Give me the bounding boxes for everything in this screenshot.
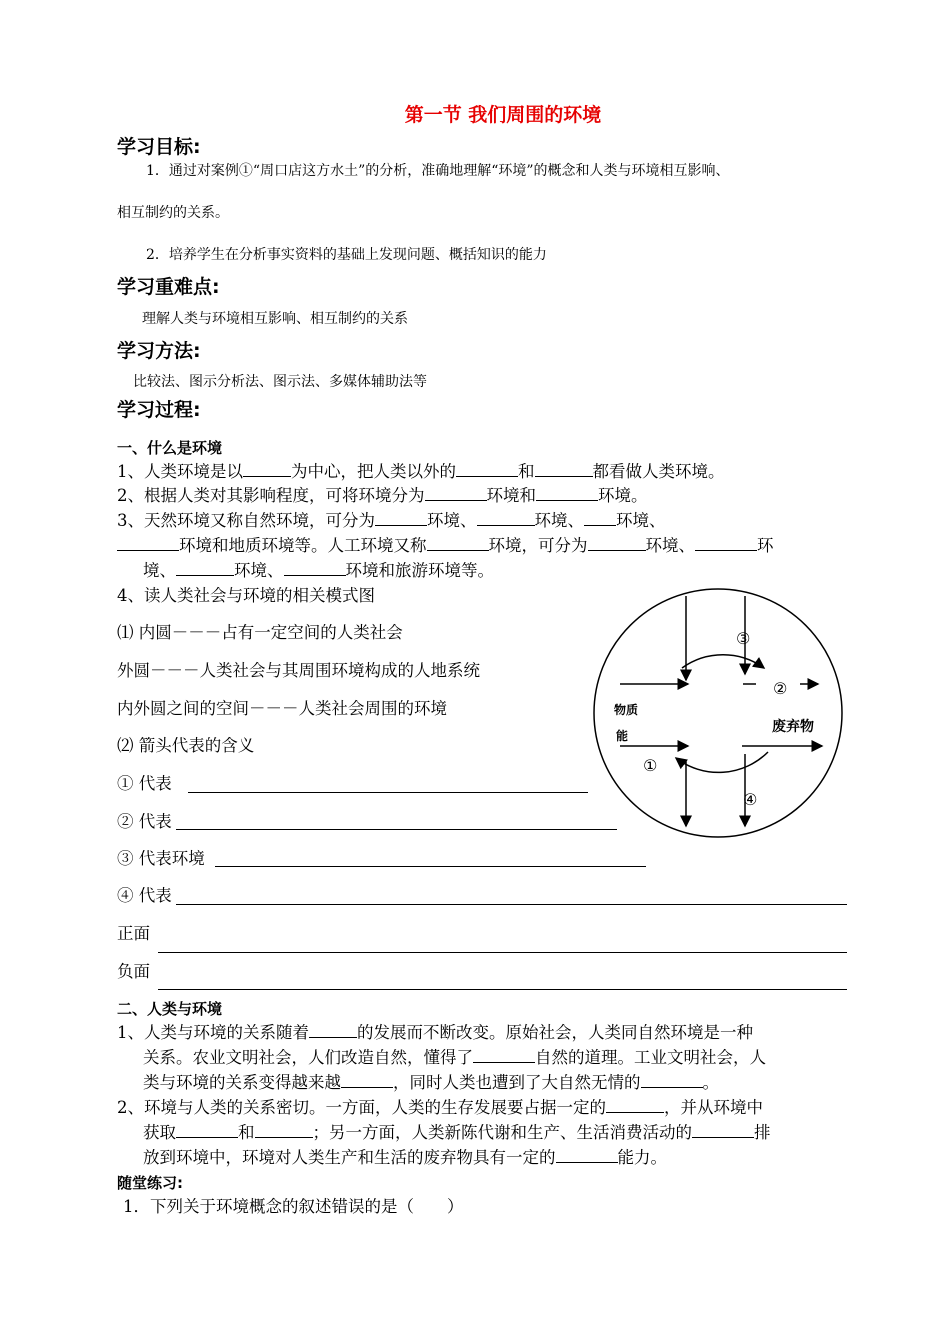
q3-blank-9[interactable]	[284, 559, 346, 576]
question-1	[117, 460, 725, 484]
q1-blank-1[interactable]	[243, 460, 291, 477]
q3-blank-4[interactable]	[117, 534, 179, 551]
q3-blank-2[interactable]	[477, 509, 535, 526]
objectives-heading: 学习目标:	[117, 136, 201, 158]
q3-blank-6[interactable]	[588, 534, 646, 551]
negative-label: 负面	[117, 962, 150, 981]
p1-text-6: ，同时人类也遭到了大自然无情的	[393, 1073, 641, 1092]
part2-p2-line-2	[143, 1121, 771, 1145]
part2-p1-line-2	[143, 1046, 766, 1070]
key-points-text: 理解人类与环境相互影响、相互制约的关系	[142, 311, 408, 327]
q1-text-3: 和	[518, 462, 535, 481]
p1-blank-2[interactable]	[473, 1046, 535, 1063]
q2-blank-1[interactable]	[425, 484, 487, 501]
p1-blank-1[interactable]	[309, 1021, 357, 1038]
arrow-4-label: ④ 代表	[117, 886, 172, 905]
p2-text-1: 2、环境与人类的关系密切。一方面，人类的生存发展要占据一定的	[117, 1098, 606, 1117]
desc-arrows: ⑵ 箭头代表的含义	[117, 736, 255, 755]
q3-text-5: 环境和地质环境等。人工环境又称	[179, 536, 427, 555]
p2-blank-2[interactable]	[176, 1121, 238, 1138]
positive-label: 正面	[117, 924, 150, 943]
q3-text-1: 3、天然环境又称自然环境，可分为	[117, 511, 375, 530]
q1-text-4: 都看做人类环境。	[592, 462, 725, 481]
label-1: ①	[643, 756, 658, 775]
part2-p2-line-3	[143, 1146, 667, 1170]
practice-heading: 随堂练习:	[117, 1174, 183, 1192]
question-3-line-1	[117, 509, 666, 533]
p2-text-4: 和	[238, 1123, 255, 1142]
p1-text-4: 自然的道理。工业文明社会，人	[535, 1048, 766, 1067]
q3-text-3: 环境、	[534, 511, 584, 530]
p1-text-5: 类与环境的关系变得越来越	[143, 1073, 341, 1092]
label-3: ③	[736, 629, 751, 648]
q3-text-2: 环境、	[427, 511, 477, 530]
part2-p1-line-1	[117, 1021, 753, 1045]
q2-text-3: 环境。	[598, 486, 648, 505]
objective-2: 2．培养学生在分析事实资料的基础上发现问题、概括知识的能力	[146, 247, 547, 263]
p2-blank-1[interactable]	[606, 1096, 664, 1113]
p2-text-5: ；另一方面，人类新陈代谢和生产、生活消费活动的	[312, 1123, 692, 1142]
key-points-heading: 学习重难点:	[117, 276, 220, 298]
p1-blank-4[interactable]	[641, 1071, 703, 1088]
p2-blank-5[interactable]	[556, 1146, 618, 1163]
desc-inner-circle: ⑴ 内圆－－－占有一定空间的人类社会	[117, 623, 403, 642]
practice-question-1: 1．下列关于环境概念的叙述错误的是（ ）	[123, 1197, 464, 1216]
part2-p2-line-1	[117, 1096, 763, 1120]
label-4: ④	[743, 790, 758, 809]
matter-label: 物质	[614, 703, 639, 717]
positive-answer-line[interactable]	[158, 952, 847, 953]
p2-text-8: 能力。	[617, 1148, 667, 1167]
question-3-line-3	[143, 559, 494, 583]
arrow-1-label: ① 代表	[117, 774, 172, 793]
arrow-3-label: ③ 代表环境	[117, 849, 205, 868]
arrow-4-answer-line[interactable]	[176, 904, 847, 905]
p1-text-2: 的发展而不断改变。原始社会，人类同自然环境是一种	[357, 1023, 753, 1042]
q3-blank-3[interactable]	[584, 509, 616, 526]
arrow-2-answer-line[interactable]	[176, 829, 617, 830]
objective-1-line-2: 相互制约的关系。	[117, 205, 229, 221]
energy-label: 能	[616, 729, 629, 743]
methods-heading: 学习方法:	[117, 340, 201, 362]
human-environment-diagram	[590, 582, 846, 844]
p1-text-1: 1、人类与环境的关系随着	[117, 1023, 309, 1042]
arrow-2-label: ② 代表	[117, 812, 172, 831]
question-3-line-2	[117, 534, 774, 558]
q3-text-11: 环境和旅游环境等。	[345, 561, 494, 580]
desc-between-circles: 内外圆之间的空间－－－人类社会周围的环境	[117, 699, 447, 718]
q3-text-8: 环	[757, 536, 774, 555]
negative-answer-line[interactable]	[158, 989, 847, 990]
q3-text-10: 环境、	[234, 561, 284, 580]
q3-blank-5[interactable]	[427, 534, 489, 551]
part2-heading: 二、人类与环境	[117, 1000, 223, 1018]
p1-text-3: 关系。农业文明社会，人们改造自然，懂得了	[143, 1048, 473, 1067]
p2-text-7: 放到环境中，环境对人类生产和生活的废弃物具有一定的	[143, 1148, 556, 1167]
p2-blank-4[interactable]	[692, 1121, 754, 1138]
p2-text-3: 获取	[143, 1123, 176, 1142]
p2-text-2: ，并从环境中	[664, 1098, 763, 1117]
waste-label: 废弃物	[772, 719, 814, 735]
arrow-1-answer-line[interactable]	[188, 792, 588, 793]
q1-text-1: 1、人类环境是以	[117, 462, 243, 481]
page-title: 第一节 我们周围的环境	[404, 104, 602, 126]
p2-text-6: 排	[754, 1123, 771, 1142]
q2-blank-2[interactable]	[536, 484, 598, 501]
part1-heading: 一、什么是环境	[117, 439, 223, 457]
q2-text-1: 2、根据人类对其影响程度，可将环境分为	[117, 486, 425, 505]
p1-blank-3[interactable]	[341, 1071, 393, 1088]
methods-text: 比较法、图示分析法、图示法、多媒体辅助法等	[133, 374, 427, 390]
inner-arc-top	[682, 655, 764, 668]
q3-blank-8[interactable]	[176, 559, 234, 576]
q3-text-6: 环境，可分为	[488, 536, 588, 555]
objective-1-line-1: 1．通过对案例①“周口店这方水土”的分析，准确地理解“环境”的概念和人类与环境相互影响、	[146, 163, 730, 179]
arrow-3-answer-line[interactable]	[215, 866, 646, 867]
process-heading: 学习过程:	[117, 399, 201, 421]
part2-p1-line-3	[143, 1071, 719, 1095]
p1-text-7: 。	[702, 1073, 719, 1092]
q3-text-7: 环境、	[645, 536, 695, 555]
q3-text-4: 环境、	[616, 511, 666, 530]
inner-arc-bottom	[676, 752, 768, 772]
q1-blank-2[interactable]	[456, 460, 518, 477]
q3-blank-7[interactable]	[695, 534, 757, 551]
q2-text-2: 环境和	[486, 486, 536, 505]
q3-blank-1[interactable]	[375, 509, 427, 526]
q1-text-2: 为中心，把人类以外的	[291, 462, 456, 481]
q3-text-9: 境、	[143, 561, 176, 580]
question-2	[117, 484, 648, 508]
q1-blank-3[interactable]	[535, 460, 593, 477]
label-2: ②	[773, 679, 788, 698]
desc-outer-circle: 外圆－－－人类社会与其周围环境构成的人地系统	[117, 661, 480, 680]
p2-blank-3[interactable]	[255, 1121, 313, 1138]
question-4: 4、读人类社会与环境的相关模式图	[117, 586, 375, 605]
